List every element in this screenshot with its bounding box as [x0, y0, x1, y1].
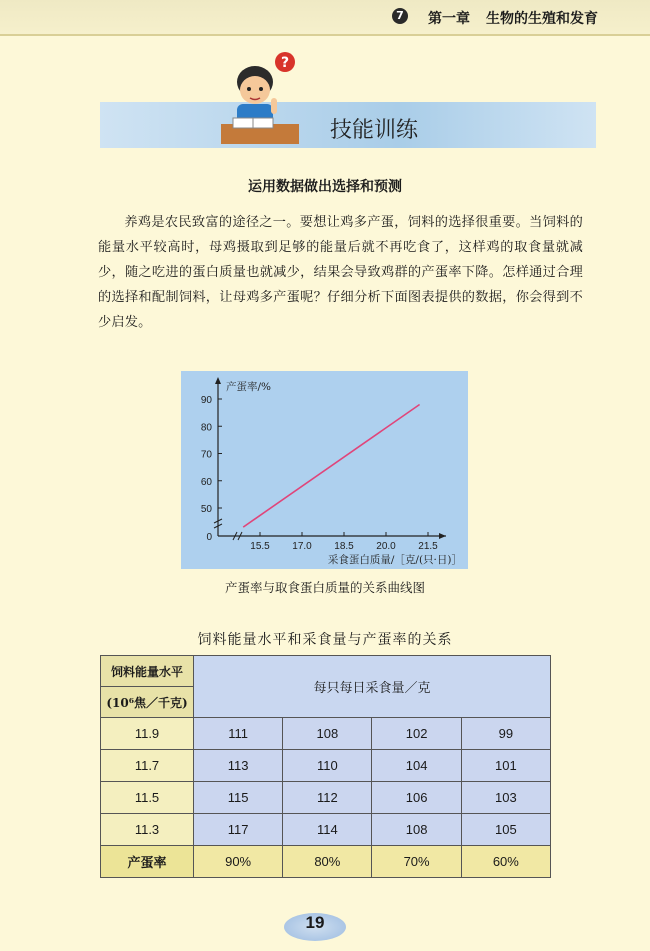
intake-cell: 115 — [194, 782, 283, 814]
table-row — [101, 718, 551, 750]
x-tick-label: 18.5 — [334, 541, 354, 552]
egg-rate-chart — [181, 371, 468, 569]
x-tick-label: 15.5 — [250, 541, 270, 552]
y-axis-arrow — [215, 377, 221, 384]
x-axis-label: 采食蛋白质量/［克/(只·日)］ — [327, 554, 462, 566]
intake-cell: 103 — [461, 782, 550, 814]
rate-cell: 70% — [372, 846, 461, 878]
y-tick-label: 70 — [200, 449, 212, 461]
intake-cell: 113 — [194, 750, 283, 782]
energy-level-cell: 11.5 — [101, 782, 194, 814]
table-row — [101, 782, 551, 814]
series-line — [243, 405, 419, 528]
intake-cell: 108 — [372, 814, 461, 846]
table-row — [101, 750, 551, 782]
energy-unit-header: (10⁶焦／千克) — [101, 687, 194, 718]
chart-caption: 产蛋率与取食蛋白质量的关系曲线图 — [224, 580, 425, 595]
section-title: 运用数据做出选择和预测 — [248, 179, 402, 195]
energy-level-cell: 11.9 — [101, 718, 194, 750]
y-tick-label: 60 — [200, 476, 212, 488]
energy-level-cell: 11.3 — [101, 814, 194, 846]
x-tick-label: 17.0 — [292, 541, 312, 552]
rate-row — [101, 846, 551, 878]
y-tick-label: 50 — [200, 504, 212, 515]
intro-paragraph: 养鸡是农民致富的途径之一。要想让鸡多产蛋，饲料的选择很重要。当饲料的能量水平较高时，母鸡摄取到足够的能量后就不再吃食了，这样鸡的取食量就减少，随之吃进的蛋白质量也就减少，结果会导致鸡群的产蛋率下降。怎样通过合理的选择和配制饲料，让母鸡多产蛋呢？仔细分析下面图表提供的数据，你会得到不少启发。 — [98, 215, 583, 330]
intake-cell: 101 — [461, 750, 550, 782]
table-header-row — [101, 656, 551, 687]
intake-cell: 99 — [461, 718, 550, 750]
x-axis-arrow — [439, 533, 446, 539]
intake-header: 每只每日采食量／克 — [194, 656, 551, 718]
x-tick-label: 20.0 — [376, 541, 396, 552]
chapter-title: 生物的生殖和发育 — [486, 11, 598, 27]
intake-cell: 110 — [283, 750, 372, 782]
table-row — [101, 814, 551, 846]
intake-cell: 102 — [372, 718, 461, 750]
page-number: 19 — [284, 913, 346, 941]
rate-cell: 80% — [283, 846, 372, 878]
intake-cell: 111 — [194, 718, 283, 750]
x-tick-label: 21.5 — [418, 541, 438, 552]
intake-cell: 104 — [372, 750, 461, 782]
y-axis-label: 产蛋率/% — [226, 381, 272, 393]
energy-level-cell: 11.7 — [101, 750, 194, 782]
intake-cell: 112 — [283, 782, 372, 814]
intake-cell: 114 — [283, 814, 372, 846]
banner-title: 技能训练 — [330, 118, 419, 143]
svg-text:?: ? — [280, 55, 290, 71]
intake-cell: 108 — [283, 718, 372, 750]
y-tick-label: 90 — [200, 395, 212, 406]
feed-table — [100, 655, 551, 878]
energy-header: 饲料能量水平 — [101, 656, 194, 687]
rate-label-cell: 产蛋率 — [101, 846, 194, 878]
y-tick-label: 80 — [200, 422, 212, 434]
intake-cell: 106 — [372, 782, 461, 814]
intake-cell: 117 — [194, 814, 283, 846]
intake-cell: 105 — [461, 814, 550, 846]
table-title: 饲料能量水平和采食量与产蛋率的关系 — [197, 632, 453, 648]
rate-cell: 90% — [194, 846, 283, 878]
student-mascot-icon — [215, 48, 311, 148]
chapter-label: 第一章 — [428, 11, 470, 27]
y-tick-label: 0 — [206, 532, 212, 543]
rate-cell: 60% — [461, 846, 550, 878]
chapter-number-badge: 7 — [392, 8, 408, 24]
